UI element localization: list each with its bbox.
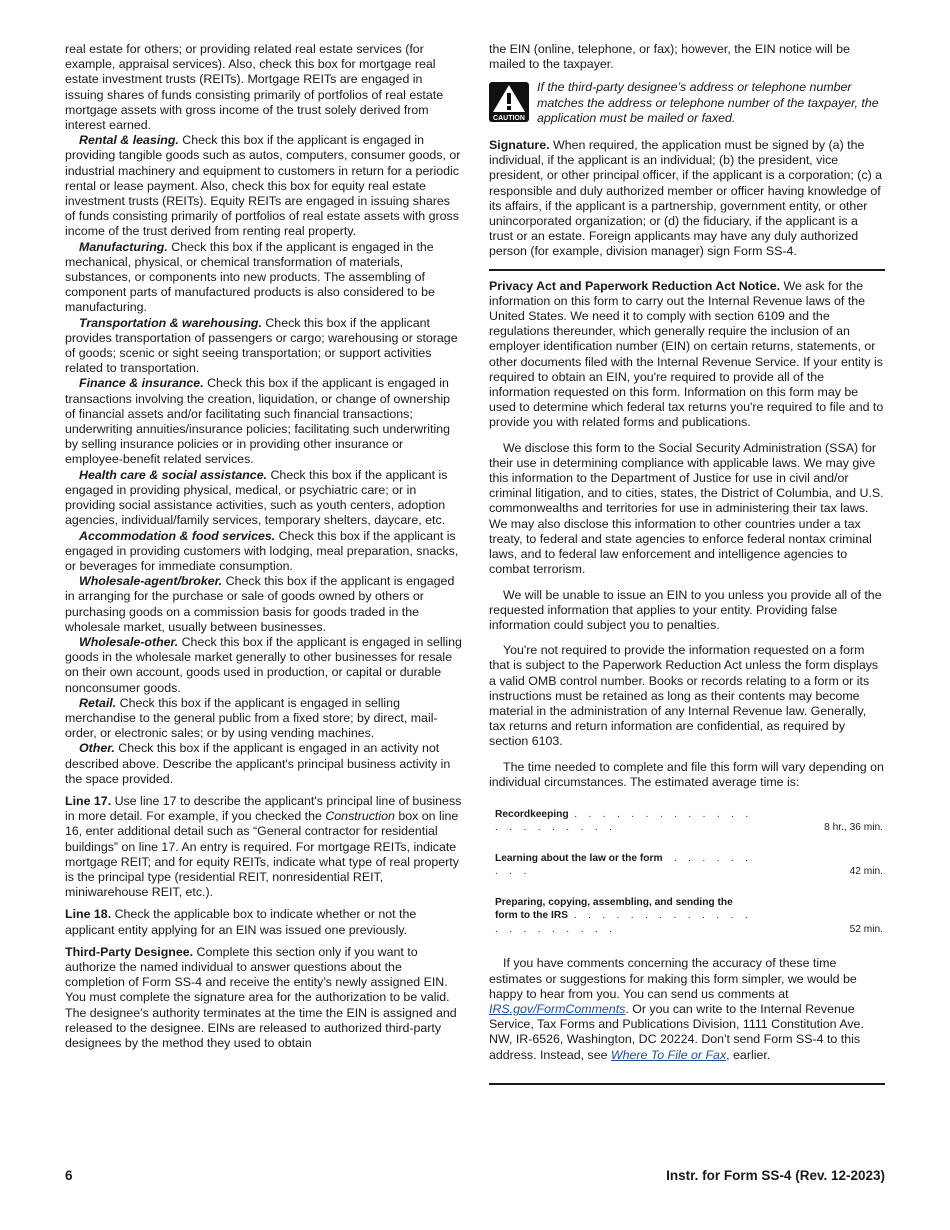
disclose-paragraph: We disclose this form to the Social Security Administration (SSA) for their use in determining compliance with applicable laws. We may give this information to the Department of Justice for use in civil and/or criminal litigation, and to cities, states, the District of Columbia, and U.S. commonwealths and territories for use in administering their tax laws. We may also disclose this information to other countries under a tax treaty, to federal and state agencies to enforce federal nontax criminal laws, and to federal law enforcement and intelligence agencies to combat terrorism. [489, 440, 884, 577]
accommodation-heading: Accommodation & food services. [79, 528, 276, 543]
estimate-label: Recordkeeping [495, 808, 569, 820]
wholesale-other-paragraph [65, 635, 462, 696]
line-18-heading: Line 18. [65, 907, 112, 922]
leader-dots: . . . . . . . . . . . . . . . . . . . . . . [495, 808, 753, 834]
wholesale-agent-paragraph [65, 574, 462, 635]
privacy-act-paragraph [489, 279, 885, 431]
right-column [489, 42, 885, 1085]
health-care-paragraph [65, 468, 462, 529]
bottom-divider [489, 1083, 885, 1085]
third-party-designee-body: Complete this section only if you want to authorize the named individual to answer questions about the completion of Form SS-4 and receive the entity’s newly assigned EIN. You must complete the signature area for the authorization to be valid. The designee’s authority terminates at the time the EIN is assigned and released to the designee. EINs are released to authorized third-party designees by the method they used to obtain [65, 944, 457, 1050]
estimate-value: 52 min. [849, 923, 883, 935]
comments-text-b: . Or you can write to the Internal Revenue Service, Tax Forms and Publications Division, 1111 Constitution Ave. NW, IR-6526, Washington, DC 20224. Don't send Form SS-4 to this address. Instead, see [489, 1002, 864, 1062]
privacy-act-body: We ask for the information on this form to carry out the Internal Revenue laws of the United States. We need it to comply with section 6109 and the regulations thereunder, which generally require the inclusion of an employer identification number (EIN) on certain returns, statements, or other documents filed with the Internal Revenue Service. If your entity is required to obtain an EIN, you're required to provide all of the information requested on this form. Information on this form may be used to determine which federal tax returns you're required to file and to provide you with related forms and publications. [489, 278, 884, 430]
health-care-body: Check this box if the applicant is engaged in providing physical, medical, or psychiatric care; or in providing social assistance activities, such as youth centers, adoption agencies, individual/family services, temporary shelters, daycare, etc. [65, 467, 448, 528]
signature-paragraph [489, 138, 885, 260]
retail-body: Check this box if the applicant is engaged in selling merchandise to the general public from a fixed store; by direct, mail-order, or electronic sales; or by using vending machines. [65, 695, 438, 741]
wholesale-other-body: Check this box if the applicant is engaged in selling goods in the wholesale market generally to other businesses for resale on their own account, goods used in production, or capital or durable nonconsumer goods. [65, 634, 462, 695]
document-title-footer: Instr. for Form SS-4 (Rev. 12-2023) [666, 1168, 885, 1183]
retail-paragraph [65, 696, 462, 742]
caution-text: If the third-party designee’s address or telephone number matches the address or telephone number of the taxpayer, the application must be mailed or faxed. [537, 80, 879, 125]
form-comments-link[interactable]: IRS.gov/FormComments [489, 1002, 626, 1017]
accommodation-paragraph [65, 529, 462, 575]
manufacturing-paragraph [65, 240, 462, 316]
left-column [65, 42, 462, 1051]
accommodation-body: Check this box if the applicant is engaged in providing customers with lodging, meal preparation, snacks, or beverages for immediate consumption. [65, 528, 459, 573]
comments-text-c: , earlier. [726, 1047, 771, 1062]
time-estimates-table [495, 808, 883, 937]
line-17-heading: Line 17. [65, 793, 112, 808]
third-party-designee-heading: Third-Party Designee. [65, 944, 194, 959]
manufacturing-heading: Manufacturing. [79, 239, 168, 254]
table-row [495, 896, 883, 937]
other-paragraph [65, 741, 462, 787]
transportation-heading: Transportation & warehousing. [79, 315, 262, 330]
time-needed-paragraph: The time needed to complete and file this form will vary depending on individual circumstances. The estimated average time is: [489, 759, 884, 789]
where-to-file-link[interactable]: Where To File or Fax [610, 1047, 727, 1062]
estimate-label: Learning about the law or the form [495, 852, 663, 864]
wholesale-agent-heading: Wholesale-agent/broker. [79, 574, 223, 589]
leader-dots: . . . . . . . . . [495, 852, 753, 878]
third-party-designee-continuation: the EIN (online, telephone, or fax); however, the EIN notice will be mailed to the taxpayer. [489, 42, 850, 72]
unable-to-issue-paragraph: We will be unable to issue an EIN to you unless you provide all of the requested information that applies to your entity. Providing false information could subject you to penalties. [489, 587, 882, 632]
caution-block [489, 80, 885, 126]
retail-heading: Retail. [79, 695, 117, 710]
comments-text-a: If you have comments concerning the accuracy of these time estimates or suggestions for making this form simpler, we would be happy to hear from you. You can send us comments at [489, 956, 857, 1001]
rental-leasing-paragraph [65, 133, 462, 239]
other-heading: Other. [79, 741, 115, 756]
rental-leasing-heading: Rental & leasing. [79, 133, 179, 148]
line-17-paragraph [65, 794, 462, 900]
signature-heading: Signature. [489, 138, 550, 153]
rental-leasing-body: Check this box if the applicant is engaged in providing tangible goods such as autos, computers, consumer goods, or industrial machinery and equipment to customers in return for a periodic rental or lease payment. Also, check this box for equity real estate investment trusts (REITs). Equity REITs are engaged in issuing shares of funds consisting primarily of portfolios of real estate assets with gross income of the trust derived from renting real property. [65, 133, 461, 239]
line-18-body: Check the applicable box to indicate whether or not the applicant entity applying for an EIN was issued one previously. [65, 907, 417, 937]
health-care-heading: Health care & social assistance. [79, 467, 268, 482]
estimate-label-line1: Preparing, copying, assembling, and sending the [495, 896, 733, 908]
line-17-body-b: box on line 16, enter additional detail such as “General contractor for residential buildings” on line 17. An entry is required. For mortgage REITs, indicate mortgage REIT; and for equity REITs, indicate what type of real property is the principal type (residential REIT, nonresidential REIT, miniwarehouse REIT, etc.). [65, 809, 459, 900]
third-party-designee-paragraph [65, 945, 462, 1051]
finance-paragraph [65, 376, 462, 467]
estimate-label-line2: form to the IRS [495, 910, 569, 922]
table-row [495, 852, 883, 879]
line-17-body-a: Use line 17 to describe the applicant's principal line of business in more detail. For example, if you checked the [65, 793, 462, 824]
finance-heading: Finance & insurance. [79, 376, 204, 391]
wholesale-agent-body: Check this box if the applicant is engaged in arranging for the purchase or sale of goods owned by others or purchasing goods on a commission basis for goods traded in the wholesale market, usually between businesses. [65, 574, 455, 634]
transportation-paragraph [65, 316, 462, 377]
comments-paragraph [489, 956, 885, 1062]
line-18-paragraph [65, 907, 462, 937]
other-body: Check this box if the applicant is engaged in an activity not described above. Describe the applicant's principal business activity in the space provided. [65, 741, 451, 786]
wholesale-other-heading: Wholesale-other. [79, 634, 179, 649]
line-17-construction-term: Construction [325, 809, 395, 824]
caution-icon [489, 82, 529, 122]
not-required-paragraph: You're not required to provide the information requested on a form that is subject to the Paperwork Reduction Act unless the form displays a valid OMB control number. Books or records relating to a form or its instructions must be retained as long as their contents may become material in the administration of any Internal Revenue law. Generally, tax returns and return information are confidential, as required by section 6103. [489, 643, 879, 749]
section-divider [489, 269, 885, 271]
estimate-value: 42 min. [849, 866, 883, 878]
table-row [495, 808, 883, 835]
estimate-value: 8 hr., 36 min. [824, 822, 883, 834]
page-number: 6 [65, 1168, 73, 1183]
finance-body: Check this box if the applicant is engaged in transactions involving the creation, liquidation, or change of ownership of financial assets and/or facilitating such financial transactions; underwriting annuities/insurance policies; facilitating such underwriting by selling insurance policies or in providing other insurance or employee-benefit related services. [65, 376, 451, 467]
real-estate-continuation: real estate for others; or providing related real estate services (for example, appraisal services). Also, check this box for mortgage real estate investment trusts (REITs). Mortgage REITs are engaged in issuing shares of funds consisting primarily of portfolios of real estate mortgage assets with gross income of the trust solely derived from interest earned. [65, 42, 444, 133]
caution-label: CAUTION [493, 115, 525, 123]
transportation-body: Check this box if the applicant provides transportation of passengers or cargo; warehousing or storage of goods; scenic or sight seeing transportation; or support activities related to transportation. [65, 315, 458, 376]
leader-dots: . . . . . . . . . . . . . . . . . . . . . . [495, 910, 752, 935]
signature-body: When required, the application must be signed by (a) the individual, if the applicant is an individual; (b) the president, vice president, or other principal officer, if the applicant is a corporation; (c) a responsible and duly authorized member or officer having knowledge of its affairs, if the applicant is a partnership, government entity, or other unincorporated organization; or (d) the fiduciary, if the applicant is a trust or an estate. Foreign applicants may have any duly authorized person (for example, division manager) sign Form SS-4. [489, 138, 883, 259]
privacy-act-heading: Privacy Act and Paperwork Reduction Act Notice. [489, 278, 781, 293]
manufacturing-body: Check this box if the applicant is engaged in the mechanical, physical, or chemical transformation of materials, substances, or components into new products. The assembling of component parts of manufactured products is also considered to be manufacturing. [65, 239, 435, 315]
